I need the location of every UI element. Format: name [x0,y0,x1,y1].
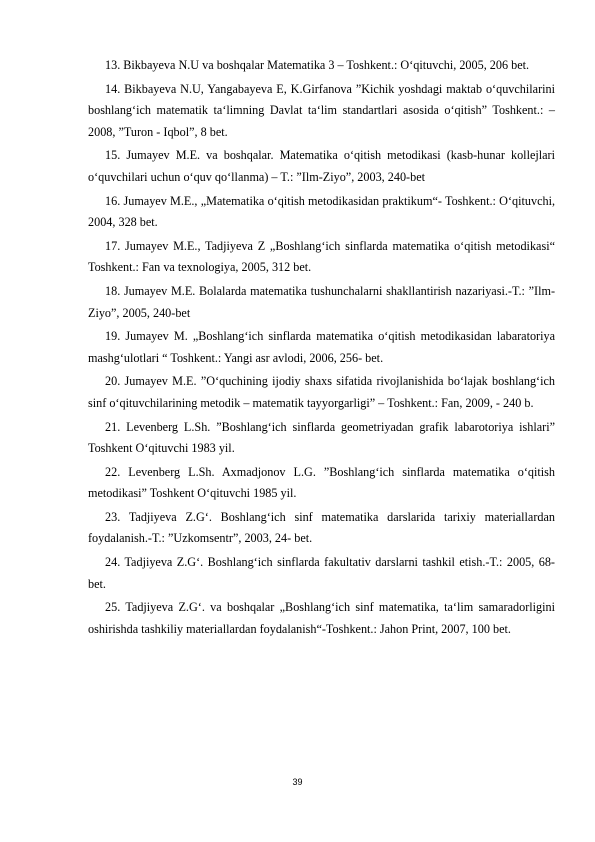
reference-list [88,55,555,642]
reference-item [88,55,555,77]
reference-item [88,552,555,595]
reference-text: Bikbayeva N.U, Yangabayeva E, K.Girfanova ”Kichik yoshdagi maktab o‘quvchilarini boshlang‘ich matematik ta‘limning Davlat ta‘lim standartlari asosida o‘qitish” Toshkent.: – 2008, ”Turon - Iqbol”, 8 bet. [88,81,555,139]
reference-number: 14. [105,81,121,96]
reference-item [88,191,555,234]
reference-number: 15. [105,148,121,163]
reference-number: 25. [105,600,121,615]
reference-number: 17. [105,238,121,253]
reference-item [88,462,555,505]
reference-number: 20. [105,374,121,389]
reference-text: Bikbayeva N.U va boshqalar Matematika 3 – Toshkent.: O‘qituvchi, 2005, 206 bet. [123,58,530,72]
reference-number: 16. [105,193,121,208]
page-number: 39 [292,777,303,787]
reference-item [88,417,555,460]
reference-number: 23. [105,509,121,524]
reference-text: Jumayev M. „Boshlang‘ich sinflarda matematika o‘qitish metodikasidan labaratoriya mashg‘ulotlari “ Toshkent.: Yangi asr avlodi, 2006, 256- bet. [88,329,556,365]
reference-text: Jumayev M.E. va boshqalar. Matematika o‘qitish metodikasi (kasb-hunar kollejlari o‘quvchilari uchun o‘quv qo‘llanma) – T.: ”Ilm-Ziyo”, 2003, 240-bet [88,148,555,184]
reference-item [88,145,555,188]
reference-text: Jumayev M.E. ”O‘quchining ijodiy shaxs sifatida rivojlanishida bo‘lajak boshlang‘ich sinf o‘qituvchilarining metodik – matematik tayyorgarligi” – Toshkent.: Fan, 2009, - 240 b. [88,374,556,410]
reference-item [88,371,555,414]
reference-number: 13. [105,58,121,72]
reference-item [88,79,555,144]
reference-text: Levenberg L.Sh. Axmadjonov L.G. ”Boshlang‘ich sinflarda matematika o‘qitish metodikasi” Toshkent O‘qituvchi 1985 yil. [88,464,556,501]
reference-text: Jumayev M.E., Tadjiyeva Z „Boshlang‘ich sinflarda matematika o‘qitish metodikasi“ Toshkent.: Fan va texnologiya, 2005, 312 bet. [88,238,555,275]
reference-number: 19. [105,329,121,344]
reference-number: 18. [105,283,121,298]
reference-text: Tadjiyeva Z.G‘. Boshlang‘ich sinflarda fakultativ darslarni tashkil etish.-T.: 2005, 68- bet. [88,555,555,591]
reference-text: Levenberg L.Sh. ”Boshlang‘ich sinflarda geometriyadan grafik labarotoriya ishlari” Toshkent O‘qituvchi 1983 yil. [88,419,556,456]
reference-item [88,507,555,550]
reference-item [88,326,555,369]
reference-item [88,281,555,324]
reference-number: 21. [105,419,121,434]
reference-number: 24. [105,555,121,570]
reference-text: Jumayev M.E. Bolalarda matematika tushunchalarni shakllantirish nazariyasi.-T.: ”Ilm-Ziyo”, 2005, 240-bet [88,283,556,320]
reference-text: Tadjiyeva Z.G‘. va boshqalar „Boshlang‘ich sinf matematika, ta‘lim samaradorligini oshirishda tashkiliy materiallardan foydalanish“-Toshkent.: Jahon Print, 2007, 100 bet. [88,600,556,636]
reference-text: Jumayev M.E., „Matematika o‘qitish metodikasidan praktikum“- Toshkent.: O‘qituvchi, 2004, 328 bet. [88,193,556,230]
reference-item [88,236,555,279]
reference-text: Tadjiyeva Z.G‘. Boshlang‘ich sinf matematika darslarida tarixiy materiallardan foydalanish.-T.: ”Uzkomsentr”, 2003, 24- bet. [88,509,555,546]
reference-item [88,597,555,640]
reference-number: 22. [105,464,121,479]
